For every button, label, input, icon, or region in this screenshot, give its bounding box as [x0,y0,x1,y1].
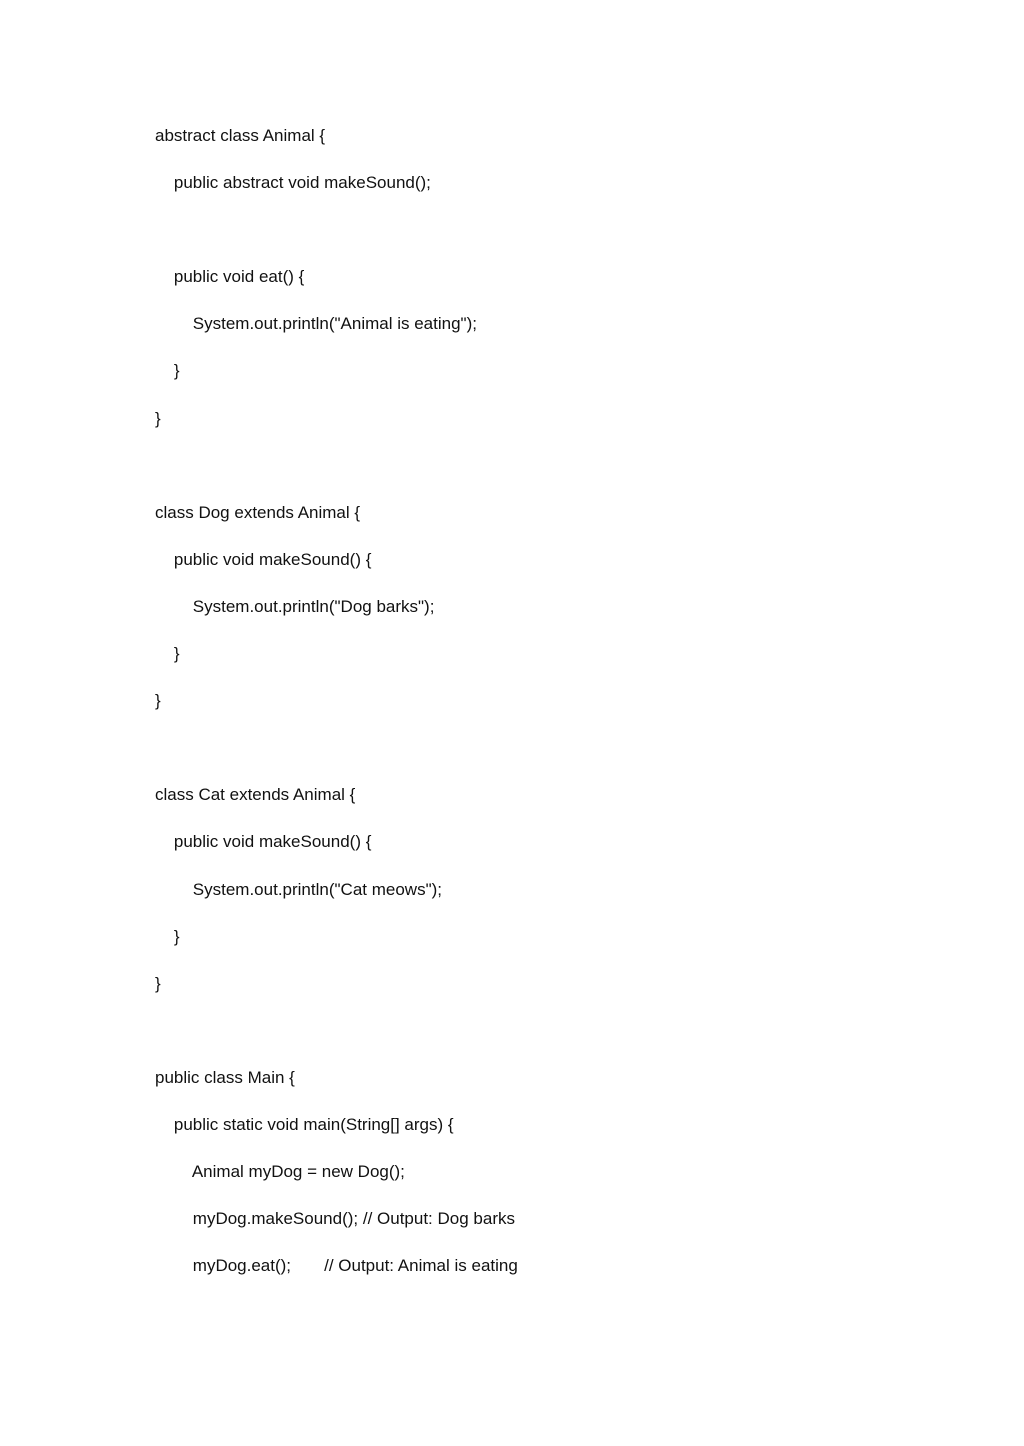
code-line: System.out.println("Dog barks"); [155,596,435,616]
code-line: } [155,926,180,946]
code-line: } [155,361,180,381]
code-line: myDog.makeSound(); // Output: Dog barks [155,1209,515,1229]
code-line: myDog.eat(); // Output: Animal is eating [155,1256,518,1276]
code-line: System.out.println("Cat meows"); [155,879,442,899]
code-listing [155,123,935,1300]
code-line [155,735,935,782]
code-line: public class Main { [155,1067,295,1087]
code-line: public void eat() { [155,267,305,287]
code-line: public void makeSound() { [155,832,372,852]
code-line [155,217,935,264]
code-line [155,453,935,500]
code-line: } [155,691,161,711]
code-line: } [155,408,161,428]
code-line: class Dog extends Animal { [155,502,361,522]
code-line: } [155,644,180,664]
code-line: public void makeSound() { [155,549,372,569]
code-line: abstract class Animal { [155,126,326,145]
code-line: public static void main(String[] args) { [155,1114,454,1134]
code-line: System.out.println("Animal is eating"); [155,314,477,334]
code-line [155,1018,935,1065]
code-line: class Cat extends Animal { [155,785,356,805]
code-line: } [155,973,161,993]
code-line: public abstract void makeSound(); [155,173,431,193]
code-line: Animal myDog = new Dog(); [155,1162,405,1182]
